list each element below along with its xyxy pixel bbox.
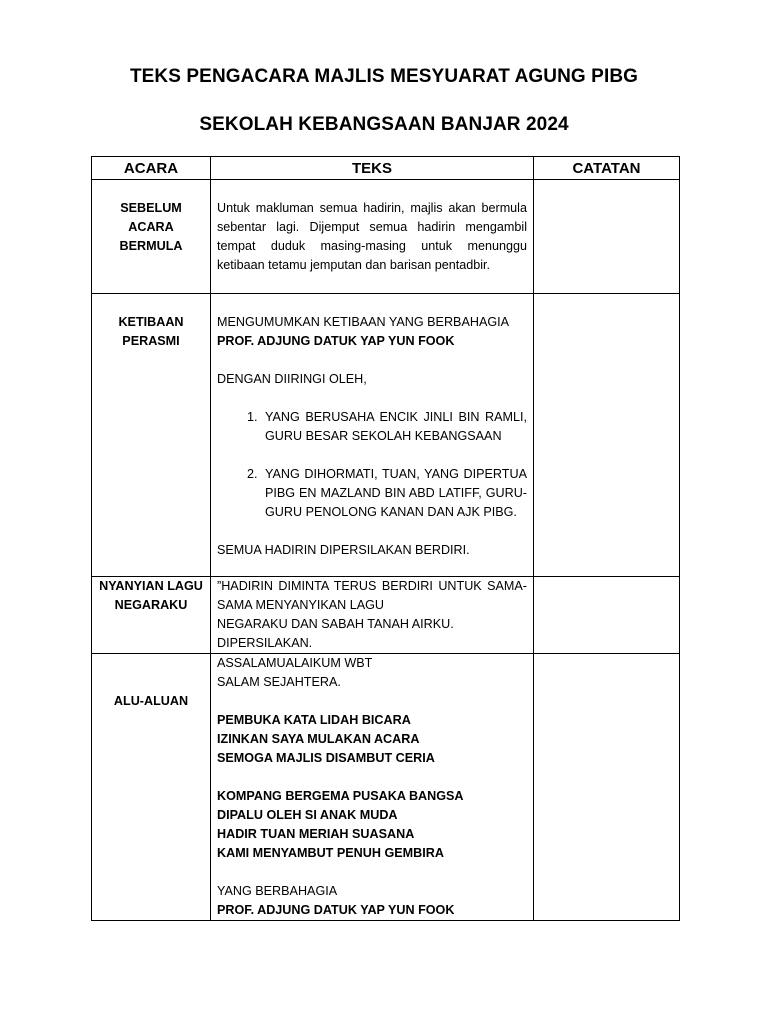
header-teks: TEKS xyxy=(211,157,534,180)
list-item: 2. YANG DIHORMATI, TUAN, YANG DIPERTUA PIBG EN MAZLAND BIN ABD LATIFF, GURU-GURU PENOLONG KANAN DAN AJK PIBG. xyxy=(261,465,527,522)
document-subtitle: SEKOLAH KEBANGSAAN BANJAR 2024 xyxy=(199,114,569,135)
document-title: TEKS PENGACARA MAJLIS MESYUARAT AGUNG PIBG xyxy=(129,66,639,87)
accompanied-text: DENGAN DIIRINGI OLEH, xyxy=(217,372,367,386)
table-row xyxy=(92,294,680,577)
acara-line: NEGARAKU xyxy=(114,598,188,612)
header-catatan: CATATAN xyxy=(534,157,680,180)
pantun-line: HADIR TUAN MERIAH SUASANA xyxy=(217,827,415,841)
catatan-cell xyxy=(534,654,680,921)
table-header-row xyxy=(92,157,680,180)
catatan-cell xyxy=(534,294,680,577)
table-row xyxy=(92,577,680,654)
teks-cell xyxy=(211,654,534,921)
acara-line: PERASMI xyxy=(122,334,180,348)
escort-list xyxy=(217,465,527,522)
catatan-cell xyxy=(534,577,680,654)
pantun-line: PEMBUKA KATA LIDAH BICARA xyxy=(217,713,411,727)
pantun-line: KOMPANG BERGEMA PUSAKA BANGSA xyxy=(217,789,464,803)
acara-line: NYANYIAN LAGU xyxy=(99,579,203,593)
teks-cell xyxy=(211,577,534,654)
pantun-line: IZINKAN SAYA MULAKAN ACARA xyxy=(217,732,420,746)
acara-cell xyxy=(92,294,211,577)
table-row xyxy=(92,180,680,294)
stand-text: SEMUA HADIRIN DIPERSILAKAN BERDIRI. xyxy=(217,543,470,557)
acara-line: ALU-ALUAN xyxy=(113,694,189,708)
greeting-line: SALAM SEJAHTERA. xyxy=(217,675,341,689)
pantun-line: KAMI MENYAMBUT PENUH GEMBIRA xyxy=(217,846,444,860)
acara-cell xyxy=(92,654,211,921)
teks-line: DIPERSILAKAN. xyxy=(217,636,313,650)
announce-text: MENGUMUMKAN KETIBAAN YANG BERBAHAGIA xyxy=(217,315,510,329)
catatan-cell xyxy=(534,180,680,294)
acara-cell xyxy=(92,577,211,654)
acara-line: BERMULA xyxy=(119,239,183,253)
teks-cell xyxy=(211,294,534,577)
acara-line: KETIBAAN xyxy=(118,315,184,329)
table-row xyxy=(92,654,680,921)
teks-paragraph: Untuk makluman semua hadirin, majlis akan bermula sebentar lagi. Dijemput semua hadirin mengambil tempat duduk masing-masing untuk menunggu ketibaan tetamu jemputan dan barisan pentadbir. xyxy=(217,201,527,272)
teks-line: NEGARAKU DAN SABAH TANAH AIRKU. xyxy=(217,617,454,631)
teks-line: ”HADIRIN DIMINTA TERUS BERDIRI UNTUK SAMA-SAMA MENYANYIKAN LAGU xyxy=(217,579,527,612)
escort-list xyxy=(217,408,527,446)
acara-line: SEBELUM xyxy=(120,201,182,215)
header-acara: ACARA xyxy=(92,157,211,180)
vip-name: PROF. ADJUNG DATUK YAP YUN FOOK xyxy=(217,903,455,917)
list-item: 1. YANG BERUSAHA ENCIK JINLI BIN RAMLI, GURU BESAR SEKOLAH KEBANGSAAN xyxy=(261,408,527,446)
greeting-line: ASSALAMUALAIKUM WBT xyxy=(217,656,373,670)
pantun-line: SEMOGA MAJLIS DISAMBUT CERIA xyxy=(217,751,435,765)
closing-line: YANG BERBAHAGIA xyxy=(217,884,338,898)
acara-line: ACARA xyxy=(128,220,174,234)
vip-name: PROF. ADJUNG DATUK YAP YUN FOOK xyxy=(217,334,455,348)
acara-cell xyxy=(92,180,211,294)
pantun-line: DIPALU OLEH SI ANAK MUDA xyxy=(217,808,398,822)
program-table xyxy=(91,156,680,921)
teks-cell xyxy=(211,180,534,294)
